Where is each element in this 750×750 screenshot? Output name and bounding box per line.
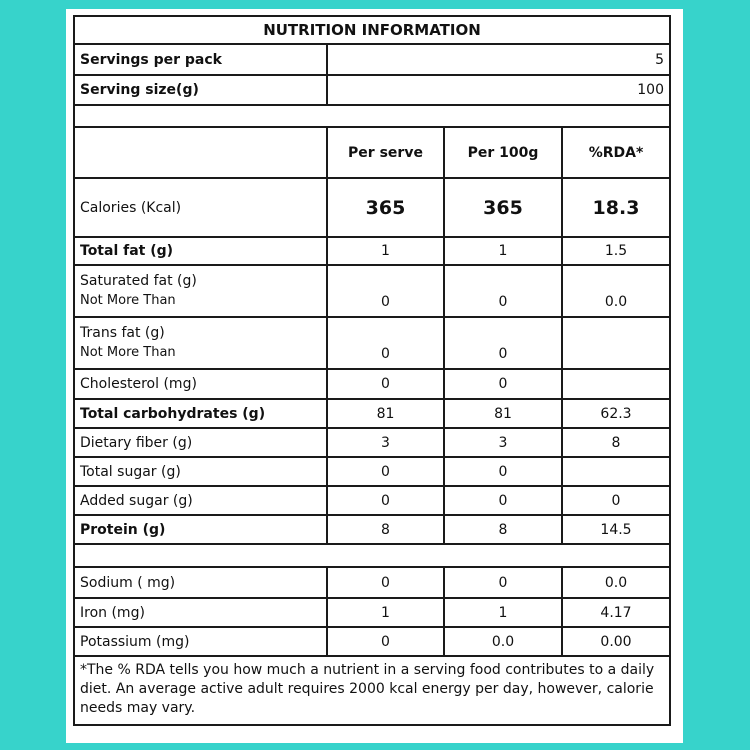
spacer-row: [75, 544, 669, 567]
table-row: [75, 598, 669, 627]
saturated-fat-label: Saturated fat (g): [80, 273, 197, 289]
table-row: [75, 457, 669, 486]
servings-per-pack-value: 5: [327, 45, 669, 75]
servings-per-pack-row: [75, 45, 669, 75]
potassium-per-100g: 0.0: [444, 627, 562, 656]
saturated-fat-per-100g: 0: [444, 265, 562, 317]
total-fat-rda: 1.5: [562, 237, 669, 265]
saturated-fat-sub: Not More Than: [80, 293, 176, 308]
protein-label: Protein (g): [75, 515, 327, 544]
added-sugar-per-serve: 0: [327, 486, 444, 515]
serving-size-row: [75, 75, 669, 105]
trans-fat-label: Trans fat (g): [80, 325, 165, 341]
cholesterol-label: Cholesterol (mg): [75, 369, 327, 399]
table-row: [75, 486, 669, 515]
calories-per-100g: 365: [444, 178, 562, 237]
iron-per-100g: 1: [444, 598, 562, 627]
total-carbs-rda: 62.3: [562, 399, 669, 428]
trans-fat-per-100g: 0: [444, 317, 562, 369]
added-sugar-label: Added sugar (g): [75, 486, 327, 515]
cholesterol-per-100g: 0: [444, 369, 562, 399]
potassium-per-serve: 0: [327, 627, 444, 656]
calories-rda: 18.3: [562, 178, 669, 237]
cholesterol-rda: [562, 369, 669, 399]
iron-per-serve: 1: [327, 598, 444, 627]
serving-size-value: 100: [327, 75, 669, 105]
footnote-row: [75, 656, 669, 724]
empty-header-cell: [75, 128, 327, 178]
spacer-cell: [75, 544, 669, 567]
protein-per-100g: 8: [444, 515, 562, 544]
dietary-fiber-label: Dietary fiber (g): [75, 428, 327, 457]
dietary-fiber-per-100g: 3: [444, 428, 562, 457]
nutrition-panel: [73, 15, 671, 726]
trans-fat-cell: [75, 317, 327, 369]
total-fat-label: Total fat (g): [75, 237, 327, 265]
table-row: [75, 627, 669, 656]
added-sugar-per-100g: 0: [444, 486, 562, 515]
total-carbs-per-serve: 81: [327, 399, 444, 428]
total-fat-per-serve: 1: [327, 237, 444, 265]
cholesterol-per-serve: 0: [327, 369, 444, 399]
table-row: [75, 399, 669, 428]
saturated-fat-rda: 0.0: [562, 265, 669, 317]
header-table: [75, 17, 669, 45]
protein-rda: 14.5: [562, 515, 669, 544]
total-sugar-per-100g: 0: [444, 457, 562, 486]
panel-title: NUTRITION INFORMATION: [75, 17, 669, 44]
added-sugar-rda: 0: [562, 486, 669, 515]
potassium-rda: 0.00: [562, 627, 669, 656]
table-row: [75, 178, 669, 237]
col-rda: %RDA*: [562, 128, 669, 178]
trans-fat-per-serve: 0: [327, 317, 444, 369]
spacer-cell: [75, 105, 669, 127]
table-row: [75, 515, 669, 544]
total-sugar-label: Total sugar (g): [75, 457, 327, 486]
spacer-row: [75, 105, 669, 127]
table-row: [75, 428, 669, 457]
servings-table: [75, 45, 669, 128]
trans-fat-sub: Not More Than: [80, 345, 176, 360]
iron-rda: 4.17: [562, 598, 669, 627]
sodium-rda: 0.0: [562, 567, 669, 598]
potassium-label: Potassium (mg): [75, 627, 327, 656]
iron-label: Iron (mg): [75, 598, 327, 627]
total-carbs-per-100g: 81: [444, 399, 562, 428]
sodium-per-serve: 0: [327, 567, 444, 598]
saturated-fat-per-serve: 0: [327, 265, 444, 317]
table-row: [75, 317, 669, 369]
trans-fat-rda: [562, 317, 669, 369]
total-fat-per-100g: 1: [444, 237, 562, 265]
table-row: [75, 369, 669, 399]
sodium-per-100g: 0: [444, 567, 562, 598]
dietary-fiber-per-serve: 3: [327, 428, 444, 457]
total-carbs-label: Total carbohydrates (g): [75, 399, 327, 428]
calories-label: Calories (Kcal): [75, 178, 327, 237]
column-header-row: [75, 128, 669, 178]
saturated-fat-cell: [75, 265, 327, 317]
total-sugar-rda: [562, 457, 669, 486]
table-row: [75, 265, 669, 317]
table-row: [75, 567, 669, 598]
rda-footnote: *The % RDA tells you how much a nutrient in a serving food contributes to a daily diet. An average active adult requires 2000 kcal energy per day, however, calorie needs may vary.: [75, 656, 669, 724]
table-row: [75, 237, 669, 265]
calories-per-serve: 365: [327, 178, 444, 237]
dietary-fiber-rda: 8: [562, 428, 669, 457]
col-per-100g: Per 100g: [444, 128, 562, 178]
protein-per-serve: 8: [327, 515, 444, 544]
serving-size-label: Serving size(g): [75, 75, 327, 105]
col-per-serve: Per serve: [327, 128, 444, 178]
label-sheet: [66, 9, 683, 743]
nutrients-table: [75, 128, 669, 724]
sodium-label: Sodium ( mg): [75, 567, 327, 598]
servings-per-pack-label: Servings per pack: [75, 45, 327, 75]
title-row: [75, 17, 669, 44]
total-sugar-per-serve: 0: [327, 457, 444, 486]
